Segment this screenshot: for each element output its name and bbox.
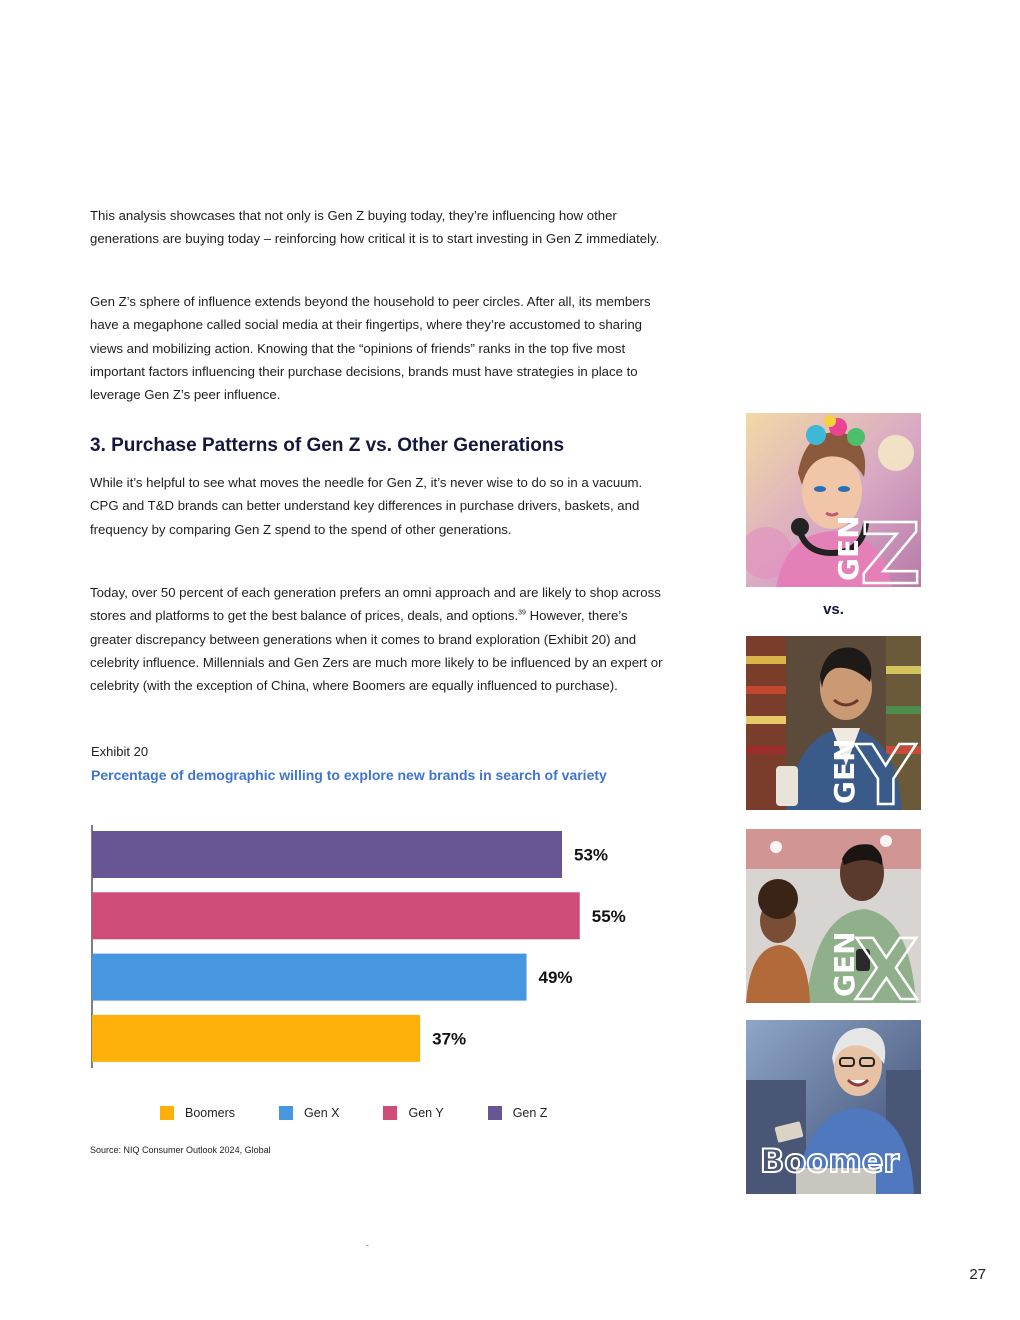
chart-title: Percentage of demographic willing to explore new brands in search of variety [91, 767, 607, 783]
legend-label-gen-z: Gen Z [512, 1106, 548, 1120]
gen-y-label: GEN [828, 738, 861, 804]
legend-item-gen-z [488, 1106, 548, 1120]
bar-gen-x [92, 954, 527, 1001]
legend-item-boomers [160, 1106, 235, 1120]
data-label-gen-z: 53% [574, 845, 609, 865]
legend-swatch-gen-z [488, 1106, 502, 1120]
section-heading: 3. Purchase Patterns of Gen Z vs. Other Generations [90, 435, 565, 456]
page-number: 27 [969, 1266, 986, 1283]
omni-paragraph [90, 581, 670, 697]
bar-gen-z [92, 831, 562, 878]
exhibit-label: Exhibit 20 [91, 744, 149, 759]
gen-y-photo [746, 636, 921, 810]
data-label-gen-x: 49% [538, 968, 573, 988]
data-label-gen-y: 55% [591, 906, 626, 926]
gen-z-letter: Z [860, 505, 921, 587]
gen-y-letter: Y [856, 729, 916, 810]
boomer-label: Boomer [760, 1142, 900, 1180]
gen-z-photo [746, 413, 921, 587]
omni-paragraph-text-b: However, there’s greater discrepancy between generations when it comes to brand exploration (Exhibit 20) and celebrity influence. Millennials and Gen Zers are much more likely to be influenced by an expert or celebrity (with the exception of China, where Boomers are equally influenced to purchase). [90, 608, 663, 694]
bar-boomers [92, 1015, 420, 1062]
gen-x-letter: X [854, 921, 919, 1003]
legend-label-gen-x: Gen X [304, 1106, 340, 1120]
vs-label: vs. [823, 601, 844, 618]
gen-x-photo [746, 829, 921, 1003]
legend-swatch-gen-y [383, 1106, 397, 1120]
legend-item-gen-y [383, 1106, 443, 1120]
context-paragraph: While it’s helpful to see what moves the needle for Gen Z, it’s never wise to do so in a vacuum. CPG and T&D brands can better understand key differences in purchase drivers, baskets, and frequency by comparing Gen Z spend to the spend of other generations. [90, 475, 643, 537]
source-note: Source: NIQ Consumer Outlook 2024, Global [90, 1145, 271, 1155]
legend-swatch-gen-x [279, 1106, 293, 1120]
intro-paragraph: This analysis showcases that not only is Gen Z buying today, they’re influencing how other generations are buying today – reinforcing how critical it is to start investing in Gen Z immediately. [90, 208, 660, 247]
influence-paragraph: Gen Z’s sphere of influence extends beyond the household to peer circles. After all, its members have a megaphone called social media at their fingertips, where they’re accustomed to sharing views and mobilizing action. Knowing that the “opinions of friends” ranks in the top five most important factors influencing their purchase decisions, brands must have strategies in place to leverage Gen Z’s peer influence. [90, 294, 651, 403]
boomer-photo [746, 1020, 921, 1194]
legend-swatch-boomers [160, 1106, 174, 1120]
footnote-reference[interactable]: 39 [518, 609, 526, 617]
chart-legend [160, 1106, 591, 1120]
legend-label-boomers: Boomers [185, 1106, 236, 1120]
bar-gen-y [92, 892, 580, 939]
gen-x-label: GEN [828, 931, 861, 997]
omni-paragraph-text-a: Today, over 50 percent of each generation prefers an omni approach and are likely to shop across stores and platforms to get the best balance of prices, deals, and options. [90, 585, 661, 624]
legend-label-gen-y: Gen Y [408, 1106, 444, 1120]
gen-z-label: GEN [832, 515, 865, 581]
data-label-boomers: 37% [432, 1029, 467, 1049]
legend-item-gen-x [279, 1106, 339, 1120]
bar-chart [80, 815, 660, 1075]
dash-mark: - [366, 1240, 369, 1250]
